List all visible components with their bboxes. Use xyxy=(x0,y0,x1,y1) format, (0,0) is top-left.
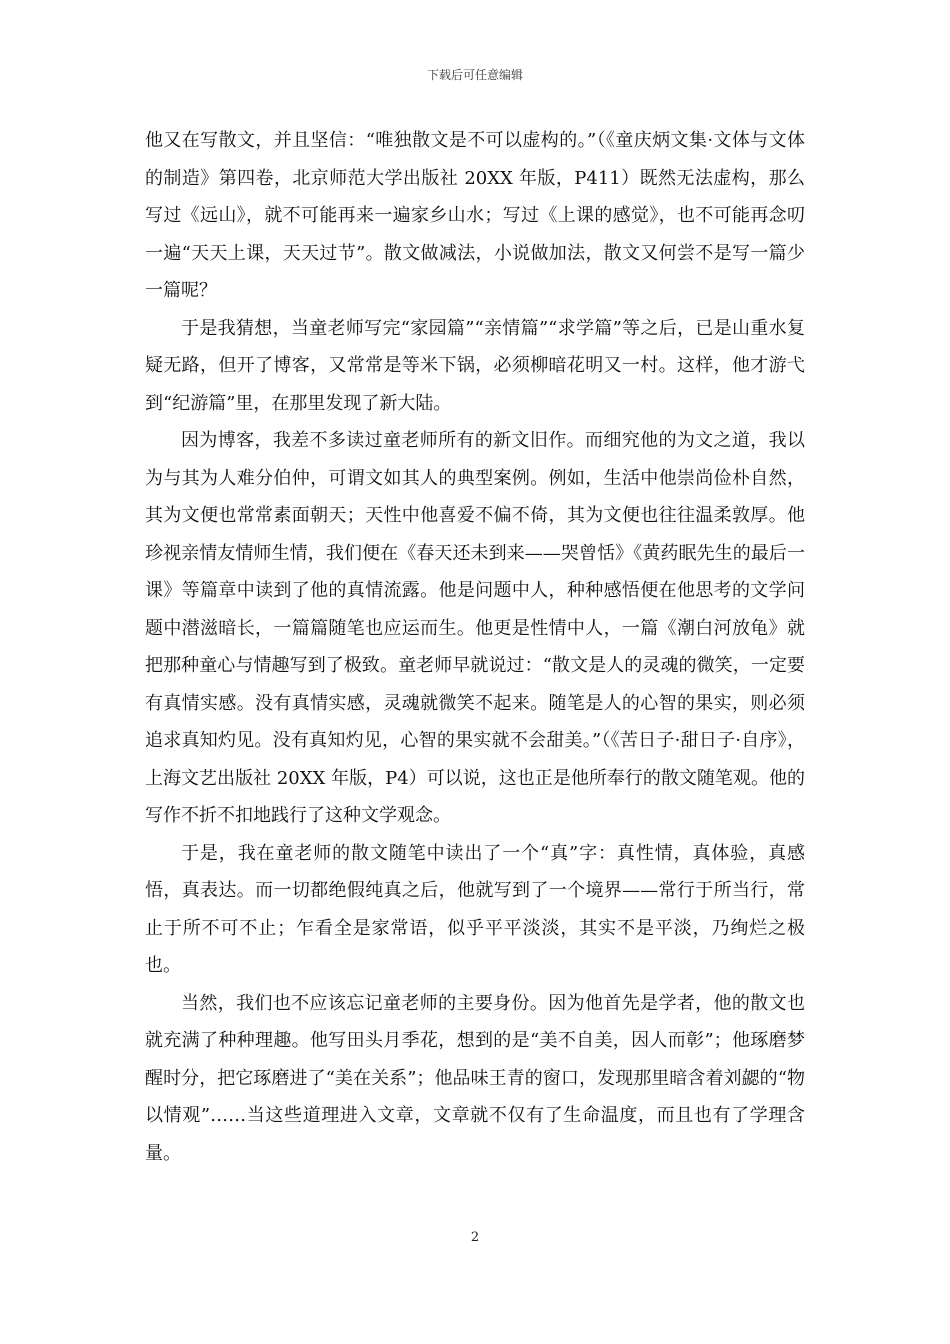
page-number: 2 xyxy=(470,1230,480,1245)
paragraph: 因为博客，我差不多读过童老师所有的新文旧作。而细究他的为文之道，我以为与其为人难分伯仲，可谓文如其人的典型案例。例如，生活中他崇尚俭朴自然，其为文便也常常素面朝天；天性中他喜爱不偏不倚，其为文便也往往温柔敦厚。他珍视亲情友情师生情，我们便在《春天还未到来——哭曾恬》《黄药眠先生的最后一课》等篇章中读到了他的真情流露。他是问题中人，种种感悟便在他思考的文学问题中潜滋暗长，一篇篇随笔也应运而生。他更是性情中人，一篇《潮白河放龟》就把那种童心与情趣写到了极致。童老师早就说过：“散文是人的灵魂的微笑，一定要有真情实感。没有真情实感，灵魂就微笑不起来。随笔是人的心智的果实，则必须追求真知灼见。没有真知灼见，心智的果实就不会甜美。”（《苦日子·甜日子·自序》，上海文艺出版社 20XX 年版，P4）可以说，这也正是他所奉行的散文随笔观。他的写作不折不扣地践行了这种文学观念。 xyxy=(145,430,805,826)
paragraph: 于是我猜想，当童老师写完“家园篇”“亲情篇”“求学篇”等之后，已是山重水复疑无路，但开了博客，又常常是等米下锅，必须柳暗花明又一村。这样，他才游弋到“纪游篇”里，在那里发现了新大陆。 xyxy=(145,317,805,414)
paragraph: 于是，我在童老师的散文随笔中读出了一个“真”字：真性情，真体验，真感悟，真表达。而一切都绝假纯真之后，他就写到了一个境界——常行于所当行，常止于所不可不止；乍看全是家常语，似乎平平淡淡，其实不是平淡，乃绚烂之极也。 xyxy=(145,842,805,976)
page-header: 下载后可任意编辑 xyxy=(426,68,523,82)
paragraph: 当然，我们也不应该忘记童老师的主要身份。因为他首先是学者，他的散文也就充满了种种理趣。他写田头月季花，想到的是“美不自美，因人而彰”；他琢磨梦醒时分，把它琢磨进了“美在关系”；他品味王青的窗口，发现那里暗含着刘勰的“物以情观”……当这些道理进入文章，文章就不仅有了生命温度，而且也有了学理含量。 xyxy=(145,992,805,1164)
paragraph: 他又在写散文，并且坚信：“唯独散文是不可以虚构的。”（《童庆炳文集·文体与文体的制造》第四卷，北京师范大学出版社 20XX 年版，P411）既然无法虚构，那么写过《远山》，就不可能再来一遍家乡山水；写过《上课的感觉》，也不可能再念叨一遍“天天上课，天天过节”。散文做减法，小说做加法，散文又何尝不是写一篇少一篇呢？ xyxy=(145,130,805,301)
body-text xyxy=(145,122,805,1172)
